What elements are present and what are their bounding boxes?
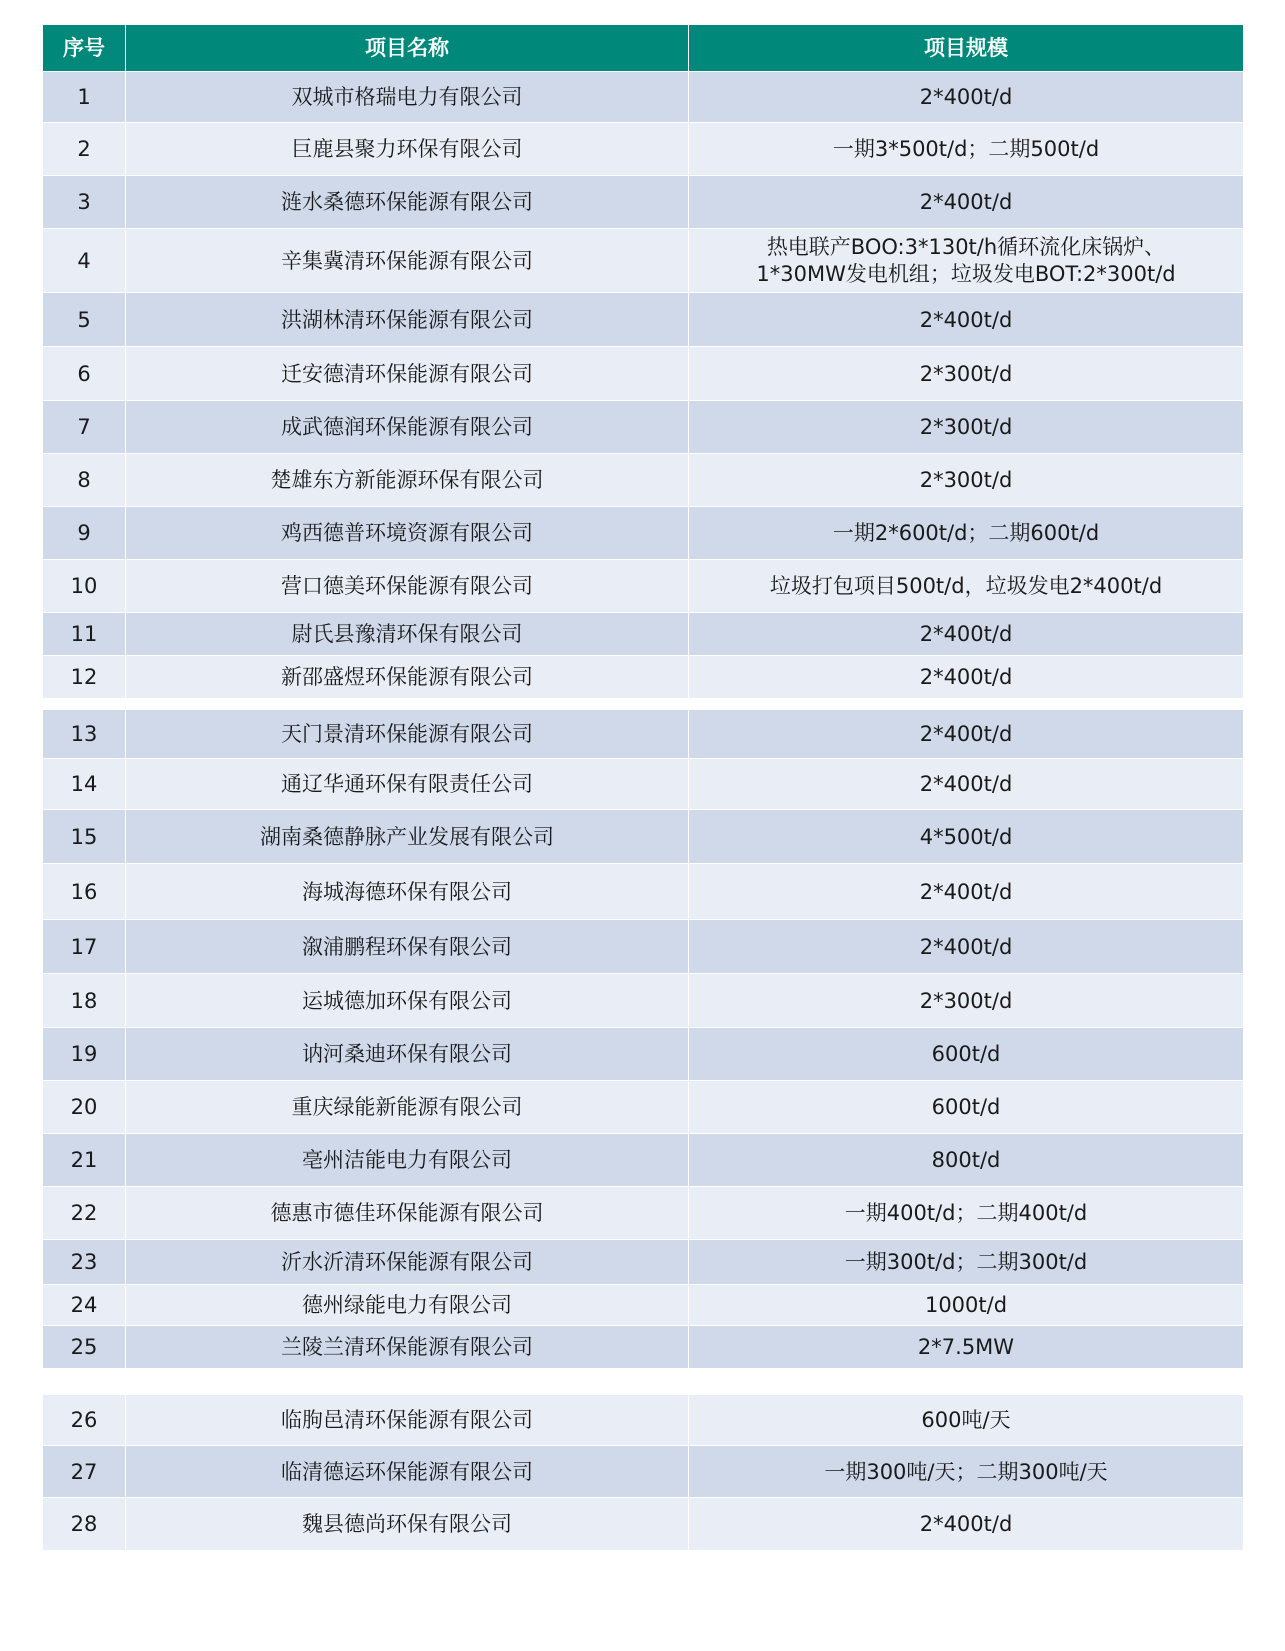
table-row <box>43 710 1243 758</box>
row-number: 3 <box>77 190 91 214</box>
project-scale: 2*400t/d <box>688 759 1243 809</box>
row-number: 17 <box>70 934 98 959</box>
table-row <box>43 1395 1243 1445</box>
project-scale: 2*300t/d <box>688 454 1243 506</box>
table-row <box>43 559 1243 612</box>
project-name: 成武德润环保能源有限公司 <box>125 401 688 453</box>
row-number: 21 <box>70 1148 98 1172</box>
table-row <box>43 973 1243 1027</box>
project-scale: 2*400t/d <box>688 176 1243 228</box>
table-row <box>43 400 1243 453</box>
row-number: 18 <box>70 988 98 1013</box>
table-row <box>43 1497 1243 1550</box>
project-scale: 垃圾打包项目500t/d，垃圾发电2*400t/d <box>688 560 1243 612</box>
row-number: 19 <box>70 1042 98 1066</box>
project-name: 沂水沂清环保能源有限公司 <box>125 1240 688 1284</box>
table-row <box>43 919 1243 973</box>
project-name: 兰陵兰清环保能源有限公司 <box>125 1326 688 1368</box>
project-name: 溆浦鹏程环保有限公司 <box>125 920 688 973</box>
project-scale: 2*400t/d <box>688 864 1243 919</box>
row-number: 8 <box>77 468 91 492</box>
row-number: 23 <box>70 1250 98 1274</box>
table-body <box>43 71 1243 1550</box>
row-number: 24 <box>70 1293 98 1317</box>
project-name: 湖南桑德静脉产业发展有限公司 <box>125 810 688 863</box>
project-name: 天门景清环保能源有限公司 <box>125 710 688 758</box>
project-name: 海城海德环保有限公司 <box>125 864 688 919</box>
row-number: 13 <box>70 722 98 746</box>
project-scale: 热电联产BOO:3*130t/h循环流化床锅炉、 1*30MW发电机组；垃圾发电BOT:2*300t/d <box>688 229 1243 292</box>
project-name: 亳州洁能电力有限公司 <box>125 1134 688 1186</box>
row-number: 26 <box>70 1408 98 1432</box>
table-row <box>43 612 1243 655</box>
project-scale: 2*400t/d <box>688 72 1243 122</box>
project-scale: 2*300t/d <box>688 401 1243 453</box>
row-number: 6 <box>77 361 91 386</box>
header-scale: 项目规模 <box>688 25 1243 71</box>
project-name: 辛集冀清环保能源有限公司 <box>125 229 688 292</box>
project-name: 尉氏县豫清环保有限公司 <box>125 613 688 655</box>
table-row <box>43 175 1243 228</box>
project-name: 魏县德尚环保有限公司 <box>125 1498 688 1550</box>
project-name: 讷河桑迪环保有限公司 <box>125 1028 688 1080</box>
project-scale: 2*300t/d <box>688 347 1243 400</box>
table-row <box>43 1186 1243 1239</box>
project-scale: 2*400t/d <box>688 710 1243 758</box>
row-number: 7 <box>77 415 91 439</box>
table-row <box>43 1027 1243 1080</box>
project-name: 新邵盛煜环保能源有限公司 <box>125 656 688 698</box>
project-scale: 1000t/d <box>688 1285 1243 1325</box>
table-row <box>43 1325 1243 1368</box>
table-row <box>43 1133 1243 1186</box>
table-header-row <box>43 25 1243 71</box>
row-number: 11 <box>70 622 98 646</box>
project-scale: 一期3*500t/d；二期500t/d <box>688 123 1243 175</box>
project-scale: 2*400t/d <box>688 293 1243 346</box>
table-row <box>43 453 1243 506</box>
project-scale: 4*500t/d <box>688 810 1243 863</box>
row-number: 25 <box>70 1335 98 1359</box>
project-scale: 2*7.5MW <box>688 1326 1243 1368</box>
project-name: 德州绿能电力有限公司 <box>125 1285 688 1325</box>
project-scale: 一期400t/d；二期400t/d <box>688 1187 1243 1239</box>
project-name: 楚雄东方新能源环保有限公司 <box>125 454 688 506</box>
project-scale: 一期2*600t/d；二期600t/d <box>688 507 1243 559</box>
table-row <box>43 758 1243 809</box>
project-name: 涟水桑德环保能源有限公司 <box>125 176 688 228</box>
table-row <box>43 346 1243 400</box>
row-number: 2 <box>77 137 91 161</box>
project-name: 营口德美环保能源有限公司 <box>125 560 688 612</box>
project-scale: 2*300t/d <box>688 974 1243 1027</box>
project-name: 双城市格瑞电力有限公司 <box>125 72 688 122</box>
row-number: 22 <box>70 1201 98 1225</box>
table-row <box>43 655 1243 698</box>
project-name: 洪湖林清环保能源有限公司 <box>125 293 688 346</box>
project-name: 迁安德清环保能源有限公司 <box>125 347 688 400</box>
project-scale: 600吨/天 <box>688 1395 1243 1445</box>
project-name: 德惠市德佳环保能源有限公司 <box>125 1187 688 1239</box>
table-row <box>43 71 1243 122</box>
row-number: 12 <box>70 665 98 689</box>
project-name: 运城德加环保有限公司 <box>125 974 688 1027</box>
row-number: 27 <box>70 1459 98 1484</box>
table-row <box>43 292 1243 346</box>
row-gap <box>43 1368 1243 1395</box>
row-number: 5 <box>77 307 91 332</box>
table-row <box>43 228 1243 292</box>
row-number: 4 <box>77 248 91 273</box>
table-row <box>43 506 1243 559</box>
row-number: 1 <box>77 85 91 109</box>
project-scale: 2*400t/d <box>688 1498 1243 1550</box>
project-scale: 600t/d <box>688 1081 1243 1133</box>
project-name: 临清德运环保能源有限公司 <box>125 1446 688 1497</box>
project-name: 临朐邑清环保能源有限公司 <box>125 1395 688 1445</box>
project-name: 巨鹿县聚力环保有限公司 <box>125 123 688 175</box>
project-scale: 一期300t/d；二期300t/d <box>688 1240 1243 1284</box>
table-row <box>43 1080 1243 1133</box>
row-number: 28 <box>70 1512 98 1536</box>
project-scale: 2*400t/d <box>688 920 1243 973</box>
table-row <box>43 809 1243 863</box>
row-number: 9 <box>77 521 91 545</box>
row-number: 14 <box>70 772 98 796</box>
table-row <box>43 1239 1243 1284</box>
table-row <box>43 863 1243 919</box>
project-scale: 800t/d <box>688 1134 1243 1186</box>
row-number: 16 <box>70 879 98 904</box>
table-row <box>43 122 1243 175</box>
header-no: 序号 <box>63 36 105 60</box>
project-scale: 600t/d <box>688 1028 1243 1080</box>
project-scale: 2*400t/d <box>688 656 1243 698</box>
table-row <box>43 1284 1243 1325</box>
row-gap <box>43 698 1243 710</box>
row-number: 10 <box>70 574 98 598</box>
header-name: 项目名称 <box>125 25 688 71</box>
project-name: 鸡西德普环境资源有限公司 <box>125 507 688 559</box>
project-scale: 2*400t/d <box>688 613 1243 655</box>
project-scale: 一期300吨/天；二期300吨/天 <box>688 1446 1243 1497</box>
row-number: 15 <box>70 824 98 849</box>
row-number: 20 <box>70 1095 98 1119</box>
table-row <box>43 1445 1243 1497</box>
projects-table <box>43 25 1243 1550</box>
project-name: 重庆绿能新能源有限公司 <box>125 1081 688 1133</box>
project-name: 通辽华通环保有限责任公司 <box>125 759 688 809</box>
